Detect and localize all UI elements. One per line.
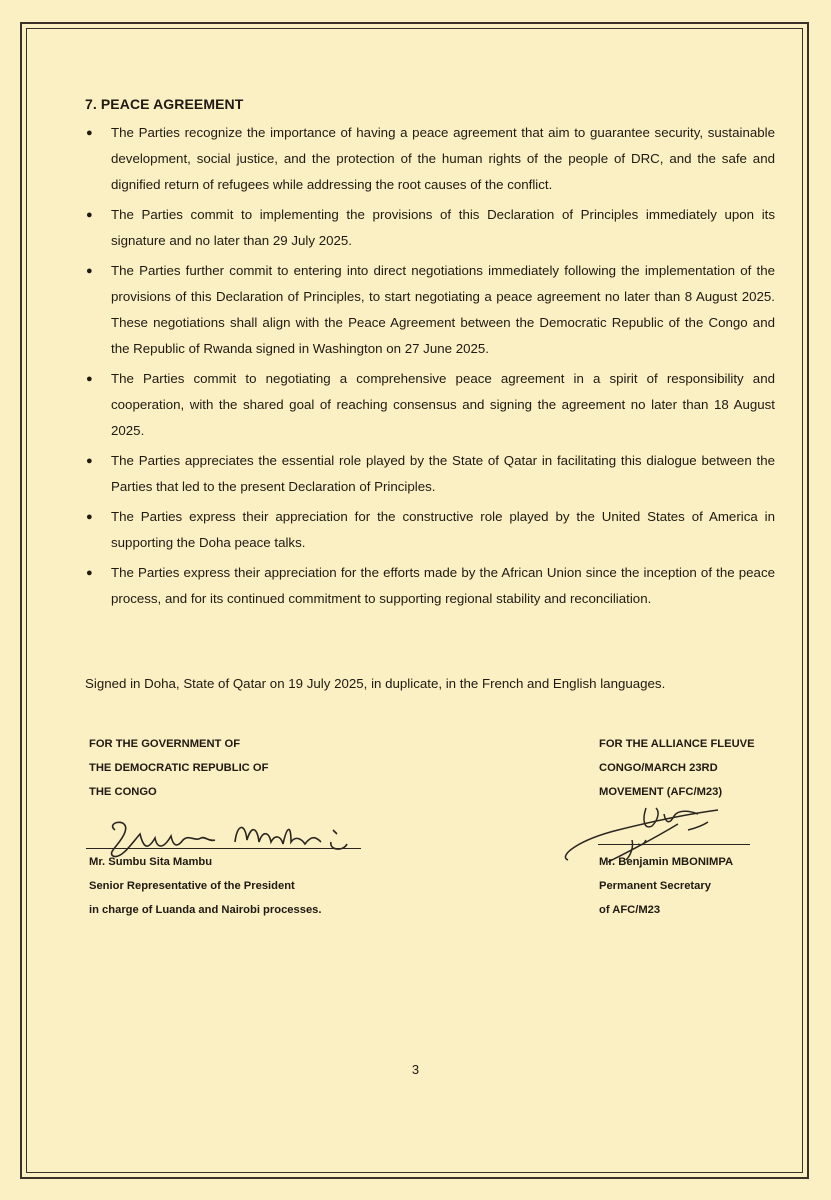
left-signatory-details [89,850,389,922]
bullet-icon: ● [86,265,93,277]
document-body [85,96,775,616]
list-item: ● The Parties recognize the importance of having a peace agreement that aim to guarantee security, sustainable development, social justice, and the protection of the human rights of the people of DRC, and the safe and dignified return of refugees while addressing the root causes of the conflict. [85,120,775,198]
left-signatory-name: Mr. Sumbu Sita Mambu [89,856,213,868]
section-title: 7. PEACE AGREEMENT [85,96,244,112]
list-item: ● The Parties express their appreciation for the constructive role played by the United States of America in supporting the Doha peace talks. [85,504,775,556]
right-signatory-title-2: of AFC/M23 [599,904,661,916]
bullet-icon: ● [86,567,93,579]
bullet-icon: ● [86,373,93,385]
left-party-line-1: FOR THE GOVERNMENT OF [89,738,241,750]
bullet-icon: ● [86,127,93,139]
right-signatory-title-1: Permanent Secretary [599,880,711,892]
bullet-list [85,120,775,612]
page-number: 3 [411,1062,420,1077]
list-item: ● The Parties commit to negotiating a comprehensive peace agreement in a spirit of responsibility and cooperation, with the shared goal of reaching consensus and signing the agreement no later than 18 August 2025. [85,366,775,444]
right-signatory-party [599,732,799,804]
right-party-line-1: FOR THE ALLIANCE FLEUVE [599,738,755,750]
list-item: ● The Parties commit to implementing the provisions of this Declaration of Principles immediately upon its signature and no later than 29 July 2025. [85,202,775,254]
left-party-line-3: THE CONGO [89,786,157,798]
bullet-icon: ● [86,209,93,221]
right-party-line-2: CONGO/MARCH 23RD [599,762,718,774]
right-party-line-3: MOVEMENT (AFC/M23) [599,786,723,798]
list-item: ● The Parties further commit to entering into direct negotiations immediately following the implementation of the provisions of this Declaration of Principles, to start negotiating a peace agreement no later than 8 August 2025. These negotiations shall align with the Peace Agreement between the Democratic Republic of the Congo and the Republic of Rwanda signed in Washington on 27 June 2025. [85,258,775,362]
right-signature-line [598,844,750,845]
right-signatory-name: Mr. Benjamin MBONIMPA [599,856,734,868]
right-signatory-details [599,850,799,922]
list-item: ● The Parties express their appreciation for the efforts made by the African Union since the inception of the peace process, and for its continued commitment to supporting regional stability and reconciliation. [85,560,775,612]
signing-statement: Signed in Doha, State of Qatar on 19 July 2025, in duplicate, in the French and English languages. [85,676,666,691]
left-party-line-2: THE DEMOCRATIC REPUBLIC OF [89,762,269,774]
left-signature-line [86,848,361,849]
left-signatory-party [89,732,369,804]
bullet-icon: ● [86,455,93,467]
left-signatory-title-1: Senior Representative of the President [89,880,295,892]
list-item: ● The Parties appreciates the essential role played by the State of Qatar in facilitating this dialogue between the Parties that led to the present Declaration of Principles. [85,448,775,500]
left-signatory-title-2: in charge of Luanda and Nairobi processes. [89,904,322,916]
bullet-icon: ● [86,511,93,523]
